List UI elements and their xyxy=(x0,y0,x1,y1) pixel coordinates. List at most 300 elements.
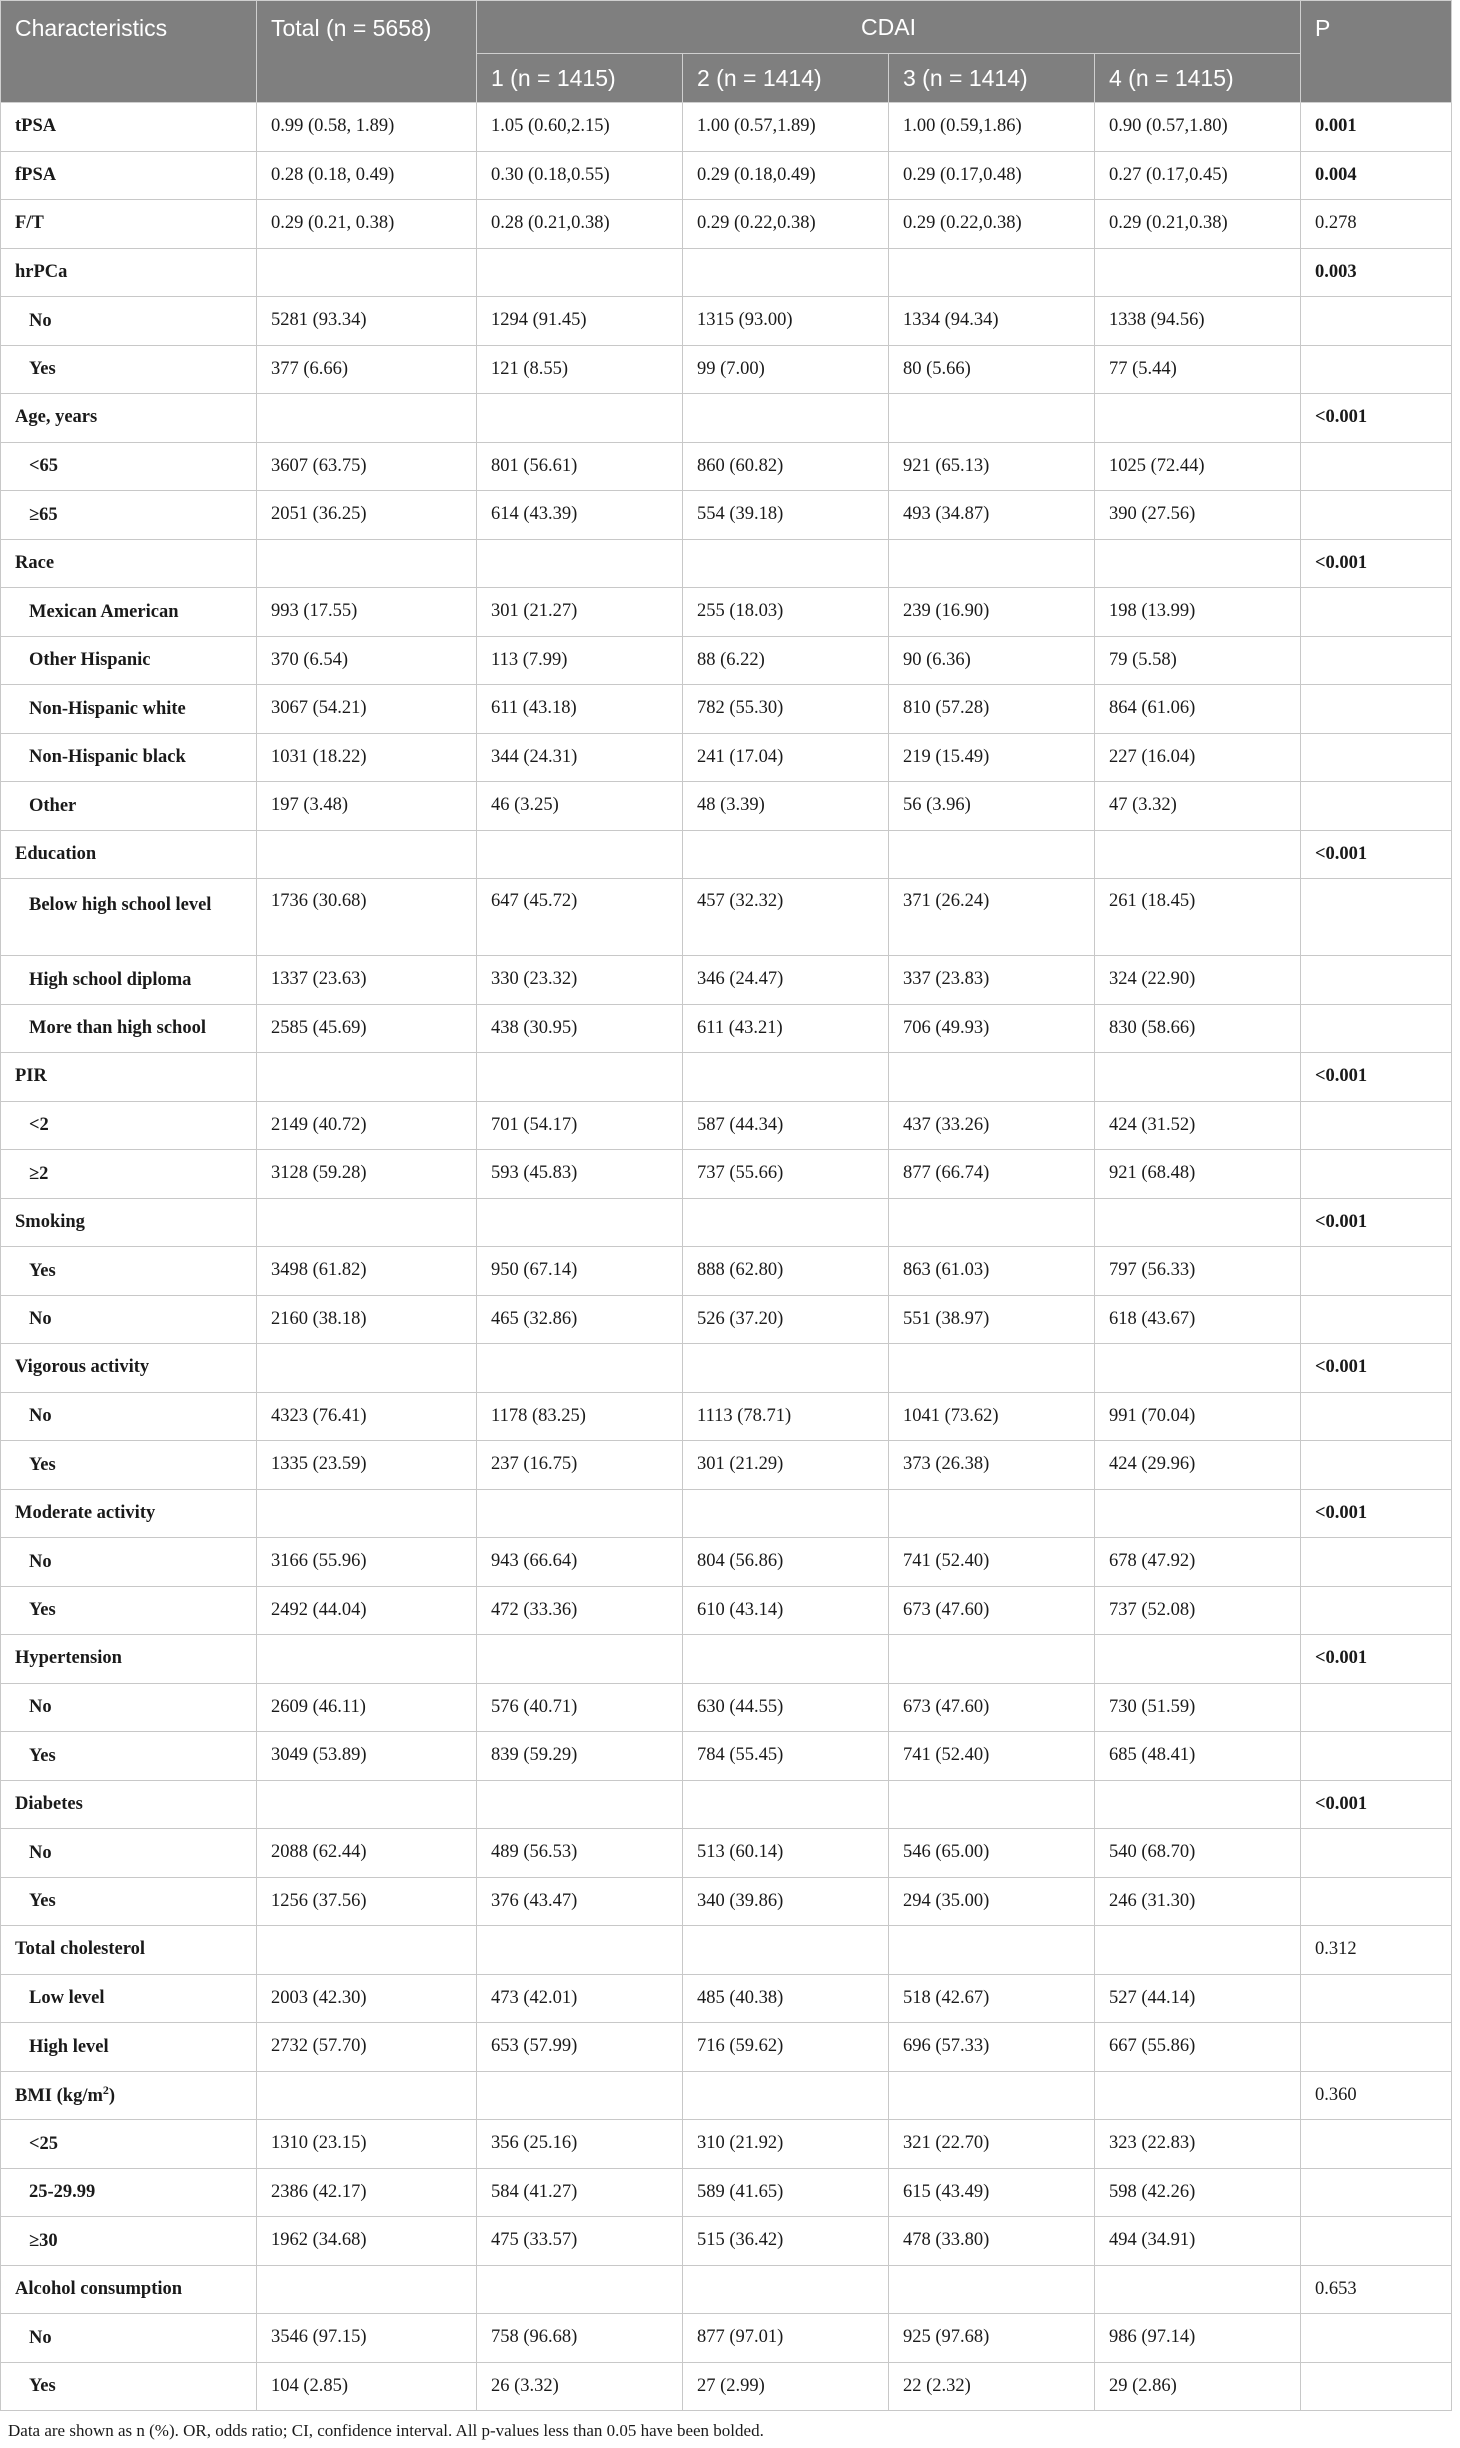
table-subrow xyxy=(1,2023,1452,2072)
cell-quartile-1: 301 (21.27) xyxy=(477,588,683,637)
table-subrow xyxy=(1,956,1452,1005)
row-label xyxy=(1,1198,257,1247)
cell-quartile-3: 1.00 (0.59,1.86) xyxy=(889,103,1095,152)
row-label xyxy=(1,1683,257,1732)
cell-total xyxy=(257,2071,477,2120)
table-row xyxy=(1,830,1452,879)
cell-p-value xyxy=(1301,1247,1452,1296)
cell-quartile-2: 0.29 (0.18,0.49) xyxy=(683,151,889,200)
row-label-text: 25-29.99 xyxy=(29,2182,96,2203)
cell-total: 2609 (46.11) xyxy=(257,1683,477,1732)
cell-total: 3166 (55.96) xyxy=(257,1538,477,1587)
row-label xyxy=(1,1247,257,1296)
cell-quartile-2: 526 (37.20) xyxy=(683,1295,889,1344)
cell-quartile-2: 1315 (93.00) xyxy=(683,297,889,346)
cell-quartile-2 xyxy=(683,394,889,443)
cell-quartile-4: 797 (56.33) xyxy=(1095,1247,1301,1296)
row-label-text: No xyxy=(29,1697,52,1718)
table-subrow xyxy=(1,1829,1452,1878)
cell-quartile-3: 925 (97.68) xyxy=(889,2314,1095,2363)
cell-quartile-4: 29 (2.86) xyxy=(1095,2362,1301,2411)
cell-total: 0.29 (0.21, 0.38) xyxy=(257,200,477,249)
cell-quartile-1: 576 (40.71) xyxy=(477,1683,683,1732)
cell-quartile-3: 337 (23.83) xyxy=(889,956,1095,1005)
cell-total xyxy=(257,539,477,588)
row-label-text: Hypertension xyxy=(15,1648,122,1669)
cell-quartile-1: 647 (45.72) xyxy=(477,879,683,956)
cell-total: 2386 (42.17) xyxy=(257,2168,477,2217)
cell-quartile-2: 554 (39.18) xyxy=(683,491,889,540)
cell-quartile-3 xyxy=(889,539,1095,588)
cell-total: 5281 (93.34) xyxy=(257,297,477,346)
cell-quartile-4: 324 (22.90) xyxy=(1095,956,1301,1005)
row-label xyxy=(1,1780,257,1829)
table-subrow xyxy=(1,345,1452,394)
cell-quartile-4: 830 (58.66) xyxy=(1095,1004,1301,1053)
cell-quartile-1: 376 (43.47) xyxy=(477,1877,683,1926)
cell-quartile-1: 489 (56.53) xyxy=(477,1829,683,1878)
cell-quartile-4: 424 (29.96) xyxy=(1095,1441,1301,1490)
row-label xyxy=(1,879,257,956)
cell-p-value: 0.001 xyxy=(1301,103,1452,152)
table-subrow xyxy=(1,2120,1452,2169)
cell-quartile-1: 839 (59.29) xyxy=(477,1732,683,1781)
row-label-text: No xyxy=(29,1406,52,1427)
cell-quartile-2: 611 (43.21) xyxy=(683,1004,889,1053)
cell-total xyxy=(257,1780,477,1829)
cell-quartile-2: 888 (62.80) xyxy=(683,1247,889,1296)
cell-total: 993 (17.55) xyxy=(257,588,477,637)
cell-quartile-3: 493 (34.87) xyxy=(889,491,1095,540)
table-subrow xyxy=(1,1004,1452,1053)
header-characteristics: Characteristics xyxy=(1,1,257,103)
cell-p-value xyxy=(1301,1877,1452,1926)
cell-quartile-1: 593 (45.83) xyxy=(477,1150,683,1199)
row-label-text: PIR xyxy=(15,1066,47,1087)
cell-quartile-1: 356 (25.16) xyxy=(477,2120,683,2169)
cell-total xyxy=(257,2265,477,2314)
cell-total: 3546 (97.15) xyxy=(257,2314,477,2363)
cell-quartile-1 xyxy=(477,394,683,443)
cell-quartile-3: 321 (22.70) xyxy=(889,2120,1095,2169)
header-quartile-1: 1 (n = 1415) xyxy=(477,54,683,103)
row-label-text: Yes xyxy=(29,1260,56,1281)
table-subrow xyxy=(1,2362,1452,2411)
cell-quartile-2: 610 (43.14) xyxy=(683,1586,889,1635)
row-label xyxy=(1,1974,257,2023)
table-subrow xyxy=(1,2168,1452,2217)
cell-quartile-1: 614 (43.39) xyxy=(477,491,683,540)
table-header xyxy=(1,1,1452,103)
cell-total: 1335 (23.59) xyxy=(257,1441,477,1490)
cell-quartile-2: 782 (55.30) xyxy=(683,685,889,734)
row-label xyxy=(1,1150,257,1199)
cell-p-value: 0.278 xyxy=(1301,200,1452,249)
row-label-text: hrPCa xyxy=(15,261,68,282)
row-label xyxy=(1,2217,257,2266)
cell-total: 197 (3.48) xyxy=(257,782,477,831)
cell-total: 4323 (76.41) xyxy=(257,1392,477,1441)
row-label xyxy=(1,491,257,540)
cell-quartile-2: 784 (55.45) xyxy=(683,1732,889,1781)
row-label xyxy=(1,345,257,394)
row-label-text: Race xyxy=(15,552,55,573)
cell-total: 2088 (62.44) xyxy=(257,1829,477,1878)
cell-quartile-2: 255 (18.03) xyxy=(683,588,889,637)
row-label-text: Age, years xyxy=(15,407,98,428)
cell-p-value xyxy=(1301,879,1452,956)
row-label-text: High school diploma xyxy=(29,969,192,990)
row-label-text: Yes xyxy=(29,1745,56,1766)
row-label xyxy=(1,1441,257,1490)
row-label xyxy=(1,103,257,152)
cell-quartile-4 xyxy=(1095,248,1301,297)
cell-quartile-1: 611 (43.18) xyxy=(477,685,683,734)
table-subrow xyxy=(1,1392,1452,1441)
cell-quartile-4: 323 (22.83) xyxy=(1095,2120,1301,2169)
row-label xyxy=(1,2120,257,2169)
row-label-text: ≥30 xyxy=(29,2230,58,2251)
cell-quartile-1: 472 (33.36) xyxy=(477,1586,683,1635)
cell-quartile-2 xyxy=(683,2071,889,2120)
cell-quartile-4: 390 (27.56) xyxy=(1095,491,1301,540)
cell-quartile-3 xyxy=(889,1635,1095,1684)
cell-p-value xyxy=(1301,491,1452,540)
cell-quartile-4: 685 (48.41) xyxy=(1095,1732,1301,1781)
cell-p-value xyxy=(1301,1441,1452,1490)
cell-quartile-2: 515 (36.42) xyxy=(683,2217,889,2266)
row-label-text: No xyxy=(29,310,52,331)
cell-quartile-1: 438 (30.95) xyxy=(477,1004,683,1053)
cell-p-value: <0.001 xyxy=(1301,1344,1452,1393)
cell-p-value xyxy=(1301,588,1452,637)
row-label xyxy=(1,1926,257,1975)
cell-quartile-3: 478 (33.80) xyxy=(889,2217,1095,2266)
table-subrow xyxy=(1,1247,1452,1296)
cell-quartile-1: 237 (16.75) xyxy=(477,1441,683,1490)
row-label-text: Education xyxy=(15,843,97,864)
cell-quartile-3 xyxy=(889,1344,1095,1393)
cell-total: 377 (6.66) xyxy=(257,345,477,394)
header-quartile-4: 4 (n = 1415) xyxy=(1095,54,1301,103)
table-subrow xyxy=(1,636,1452,685)
cell-quartile-2: 630 (44.55) xyxy=(683,1683,889,1732)
row-label-text: <25 xyxy=(29,2133,59,2154)
cell-quartile-2: 513 (60.14) xyxy=(683,1829,889,1878)
cell-quartile-4: 540 (68.70) xyxy=(1095,1829,1301,1878)
cell-quartile-4: 598 (42.26) xyxy=(1095,2168,1301,2217)
cell-quartile-1: 26 (3.32) xyxy=(477,2362,683,2411)
row-label xyxy=(1,1829,257,1878)
table-row xyxy=(1,103,1452,152)
cell-quartile-1: 46 (3.25) xyxy=(477,782,683,831)
cell-total: 1031 (18.22) xyxy=(257,733,477,782)
cell-quartile-1: 344 (24.31) xyxy=(477,733,683,782)
cell-quartile-2: 485 (40.38) xyxy=(683,1974,889,2023)
row-label-text: Yes xyxy=(29,1600,56,1621)
cell-quartile-2 xyxy=(683,2265,889,2314)
cell-quartile-1 xyxy=(477,1053,683,1102)
cell-total: 1736 (30.68) xyxy=(257,879,477,956)
row-label xyxy=(1,1489,257,1538)
cell-p-value xyxy=(1301,636,1452,685)
cell-quartile-4 xyxy=(1095,539,1301,588)
cell-total: 3049 (53.89) xyxy=(257,1732,477,1781)
row-label xyxy=(1,588,257,637)
cell-quartile-1: 584 (41.27) xyxy=(477,2168,683,2217)
cell-p-value xyxy=(1301,2217,1452,2266)
cell-p-value xyxy=(1301,2168,1452,2217)
row-label xyxy=(1,539,257,588)
row-label xyxy=(1,830,257,879)
cell-p-value xyxy=(1301,1586,1452,1635)
cell-total xyxy=(257,1053,477,1102)
cell-quartile-4: 0.90 (0.57,1.80) xyxy=(1095,103,1301,152)
cell-p-value xyxy=(1301,782,1452,831)
cell-quartile-2: 737 (55.66) xyxy=(683,1150,889,1199)
cell-quartile-2: 310 (21.92) xyxy=(683,2120,889,2169)
row-label xyxy=(1,2314,257,2363)
row-label xyxy=(1,442,257,491)
cell-total xyxy=(257,1489,477,1538)
cell-quartile-4 xyxy=(1095,394,1301,443)
cell-quartile-4: 77 (5.44) xyxy=(1095,345,1301,394)
cell-quartile-2: 27 (2.99) xyxy=(683,2362,889,2411)
cell-quartile-1: 1.05 (0.60,2.15) xyxy=(477,103,683,152)
cell-quartile-1 xyxy=(477,1198,683,1247)
cell-quartile-3: 810 (57.28) xyxy=(889,685,1095,734)
table-row xyxy=(1,1926,1452,1975)
cell-quartile-1 xyxy=(477,2071,683,2120)
cell-quartile-1: 801 (56.61) xyxy=(477,442,683,491)
cell-quartile-4: 47 (3.32) xyxy=(1095,782,1301,831)
cell-quartile-4: 1338 (94.56) xyxy=(1095,297,1301,346)
cell-quartile-1: 113 (7.99) xyxy=(477,636,683,685)
cell-quartile-3 xyxy=(889,248,1095,297)
cell-quartile-3: 877 (66.74) xyxy=(889,1150,1095,1199)
cell-quartile-2: 1.00 (0.57,1.89) xyxy=(683,103,889,152)
cell-quartile-2: 589 (41.65) xyxy=(683,2168,889,2217)
cell-p-value: <0.001 xyxy=(1301,1635,1452,1684)
cell-quartile-4: 864 (61.06) xyxy=(1095,685,1301,734)
cell-quartile-4: 261 (18.45) xyxy=(1095,879,1301,956)
cell-quartile-3 xyxy=(889,1489,1095,1538)
table-row xyxy=(1,248,1452,297)
cell-p-value: <0.001 xyxy=(1301,539,1452,588)
cell-quartile-2: 877 (97.01) xyxy=(683,2314,889,2363)
row-label xyxy=(1,1344,257,1393)
cell-quartile-3: 863 (61.03) xyxy=(889,1247,1095,1296)
table-subrow xyxy=(1,782,1452,831)
cell-p-value: <0.001 xyxy=(1301,1198,1452,1247)
cell-quartile-1: 0.30 (0.18,0.55) xyxy=(477,151,683,200)
cell-p-value: 0.312 xyxy=(1301,1926,1452,1975)
table-body xyxy=(1,103,1452,2411)
cell-p-value xyxy=(1301,1295,1452,1344)
cell-p-value xyxy=(1301,442,1452,491)
cell-quartile-2 xyxy=(683,539,889,588)
cell-quartile-2 xyxy=(683,1635,889,1684)
row-label-text: No xyxy=(29,1842,52,1863)
cell-quartile-1: 121 (8.55) xyxy=(477,345,683,394)
cell-quartile-3 xyxy=(889,830,1095,879)
row-label xyxy=(1,1101,257,1150)
cell-p-value xyxy=(1301,2362,1452,2411)
cell-quartile-3: 1334 (94.34) xyxy=(889,297,1095,346)
cell-quartile-3: 373 (26.38) xyxy=(889,1441,1095,1490)
cell-quartile-3 xyxy=(889,394,1095,443)
cell-quartile-3: 546 (65.00) xyxy=(889,1829,1095,1878)
table-subrow xyxy=(1,1974,1452,2023)
cell-quartile-4: 618 (43.67) xyxy=(1095,1295,1301,1344)
row-label-text: Mexican American xyxy=(29,601,179,622)
table-subrow xyxy=(1,1295,1452,1344)
cell-total: 2732 (57.70) xyxy=(257,2023,477,2072)
table-subrow xyxy=(1,2217,1452,2266)
cell-quartile-2: 301 (21.29) xyxy=(683,1441,889,1490)
cell-quartile-4: 730 (51.59) xyxy=(1095,1683,1301,1732)
row-label xyxy=(1,1635,257,1684)
cell-quartile-2 xyxy=(683,1053,889,1102)
cell-quartile-1 xyxy=(477,1489,683,1538)
cell-quartile-1: 1178 (83.25) xyxy=(477,1392,683,1441)
row-label-text: Yes xyxy=(29,1454,56,1475)
table-row xyxy=(1,1780,1452,1829)
table-row xyxy=(1,1635,1452,1684)
cell-p-value: 0.004 xyxy=(1301,151,1452,200)
cell-p-value xyxy=(1301,1392,1452,1441)
cell-quartile-4: 921 (68.48) xyxy=(1095,1150,1301,1199)
cell-quartile-3: 741 (52.40) xyxy=(889,1538,1095,1587)
table-subrow xyxy=(1,588,1452,637)
table-subrow xyxy=(1,1732,1452,1781)
row-label xyxy=(1,1392,257,1441)
cell-p-value: <0.001 xyxy=(1301,1489,1452,1538)
row-label-text: Yes xyxy=(29,2376,56,2397)
cell-quartile-1 xyxy=(477,2265,683,2314)
row-label-text: fPSA xyxy=(15,164,57,185)
cell-p-value xyxy=(1301,1683,1452,1732)
cell-p-value xyxy=(1301,2120,1452,2169)
cell-quartile-4 xyxy=(1095,2265,1301,2314)
cell-p-value: <0.001 xyxy=(1301,1780,1452,1829)
cell-quartile-3 xyxy=(889,1198,1095,1247)
cell-p-value xyxy=(1301,1974,1452,2023)
cell-p-value: 0.653 xyxy=(1301,2265,1452,2314)
row-label xyxy=(1,733,257,782)
cell-quartile-3: 1041 (73.62) xyxy=(889,1392,1095,1441)
cell-quartile-2: 346 (24.47) xyxy=(683,956,889,1005)
cell-total: 3128 (59.28) xyxy=(257,1150,477,1199)
table-row xyxy=(1,394,1452,443)
cell-quartile-4: 678 (47.92) xyxy=(1095,1538,1301,1587)
table-subrow xyxy=(1,1441,1452,1490)
cell-quartile-1: 465 (32.86) xyxy=(477,1295,683,1344)
row-label-superscript: 2 xyxy=(102,2083,109,2098)
cell-quartile-1: 758 (96.68) xyxy=(477,2314,683,2363)
cell-quartile-2: 587 (44.34) xyxy=(683,1101,889,1150)
cell-total xyxy=(257,248,477,297)
cell-quartile-4 xyxy=(1095,2071,1301,2120)
cell-quartile-4: 667 (55.86) xyxy=(1095,2023,1301,2072)
cell-quartile-2 xyxy=(683,248,889,297)
row-label xyxy=(1,297,257,346)
cell-quartile-3: 741 (52.40) xyxy=(889,1732,1095,1781)
table-subrow xyxy=(1,1101,1452,1150)
cell-quartile-1: 0.28 (0.21,0.38) xyxy=(477,200,683,249)
table-subrow xyxy=(1,1877,1452,1926)
cell-quartile-4: 494 (34.91) xyxy=(1095,2217,1301,2266)
cell-quartile-3: 437 (33.26) xyxy=(889,1101,1095,1150)
cell-quartile-2: 340 (39.86) xyxy=(683,1877,889,1926)
cell-quartile-4: 246 (31.30) xyxy=(1095,1877,1301,1926)
row-label-text: No xyxy=(29,1309,52,1330)
row-label-text: Other Hispanic xyxy=(29,650,151,671)
cell-quartile-3: 706 (49.93) xyxy=(889,1004,1095,1053)
row-label-text: Smoking xyxy=(15,1211,85,1232)
cell-total: 1256 (37.56) xyxy=(257,1877,477,1926)
cell-quartile-1: 950 (67.14) xyxy=(477,1247,683,1296)
cell-quartile-3 xyxy=(889,1780,1095,1829)
row-label-text: <2 xyxy=(29,1115,49,1136)
row-label xyxy=(1,151,257,200)
cell-quartile-2: 457 (32.32) xyxy=(683,879,889,956)
header-quartile-2: 2 (n = 1414) xyxy=(683,54,889,103)
cell-total: 2585 (45.69) xyxy=(257,1004,477,1053)
cell-quartile-4: 227 (16.04) xyxy=(1095,733,1301,782)
cell-p-value xyxy=(1301,1101,1452,1150)
cell-quartile-2: 0.29 (0.22,0.38) xyxy=(683,200,889,249)
table-row xyxy=(1,151,1452,200)
cell-quartile-3 xyxy=(889,1926,1095,1975)
cell-quartile-1: 1294 (91.45) xyxy=(477,297,683,346)
cell-quartile-2: 48 (3.39) xyxy=(683,782,889,831)
table-subrow xyxy=(1,685,1452,734)
cell-quartile-2: 1113 (78.71) xyxy=(683,1392,889,1441)
cell-quartile-1 xyxy=(477,248,683,297)
cell-total: 2149 (40.72) xyxy=(257,1101,477,1150)
cell-quartile-3: 518 (42.67) xyxy=(889,1974,1095,2023)
cell-quartile-1 xyxy=(477,1926,683,1975)
row-label-text: Total cholesterol xyxy=(15,1939,146,1960)
cell-quartile-1 xyxy=(477,830,683,879)
cell-quartile-3: 90 (6.36) xyxy=(889,636,1095,685)
row-label-text: F/T xyxy=(15,213,44,234)
cell-total: 1310 (23.15) xyxy=(257,2120,477,2169)
row-label-text: ≥2 xyxy=(29,1163,49,1184)
table-subrow xyxy=(1,2314,1452,2363)
row-label xyxy=(1,2265,257,2314)
cell-quartile-3: 22 (2.32) xyxy=(889,2362,1095,2411)
row-label xyxy=(1,1004,257,1053)
row-label-text: Alcohol consumption xyxy=(15,2278,183,2299)
cell-p-value xyxy=(1301,2314,1452,2363)
cell-quartile-4 xyxy=(1095,1489,1301,1538)
cell-p-value xyxy=(1301,1150,1452,1199)
cell-p-value: <0.001 xyxy=(1301,830,1452,879)
row-label xyxy=(1,1538,257,1587)
cell-quartile-3 xyxy=(889,1053,1095,1102)
cell-quartile-3: 80 (5.66) xyxy=(889,345,1095,394)
cell-quartile-1 xyxy=(477,1780,683,1829)
cell-quartile-4 xyxy=(1095,1635,1301,1684)
row-label-text: Yes xyxy=(29,1891,56,1912)
cell-quartile-3: 0.29 (0.22,0.38) xyxy=(889,200,1095,249)
cell-total: 0.28 (0.18, 0.49) xyxy=(257,151,477,200)
table-subrow xyxy=(1,1683,1452,1732)
cell-quartile-1: 653 (57.99) xyxy=(477,2023,683,2072)
cell-p-value xyxy=(1301,1538,1452,1587)
